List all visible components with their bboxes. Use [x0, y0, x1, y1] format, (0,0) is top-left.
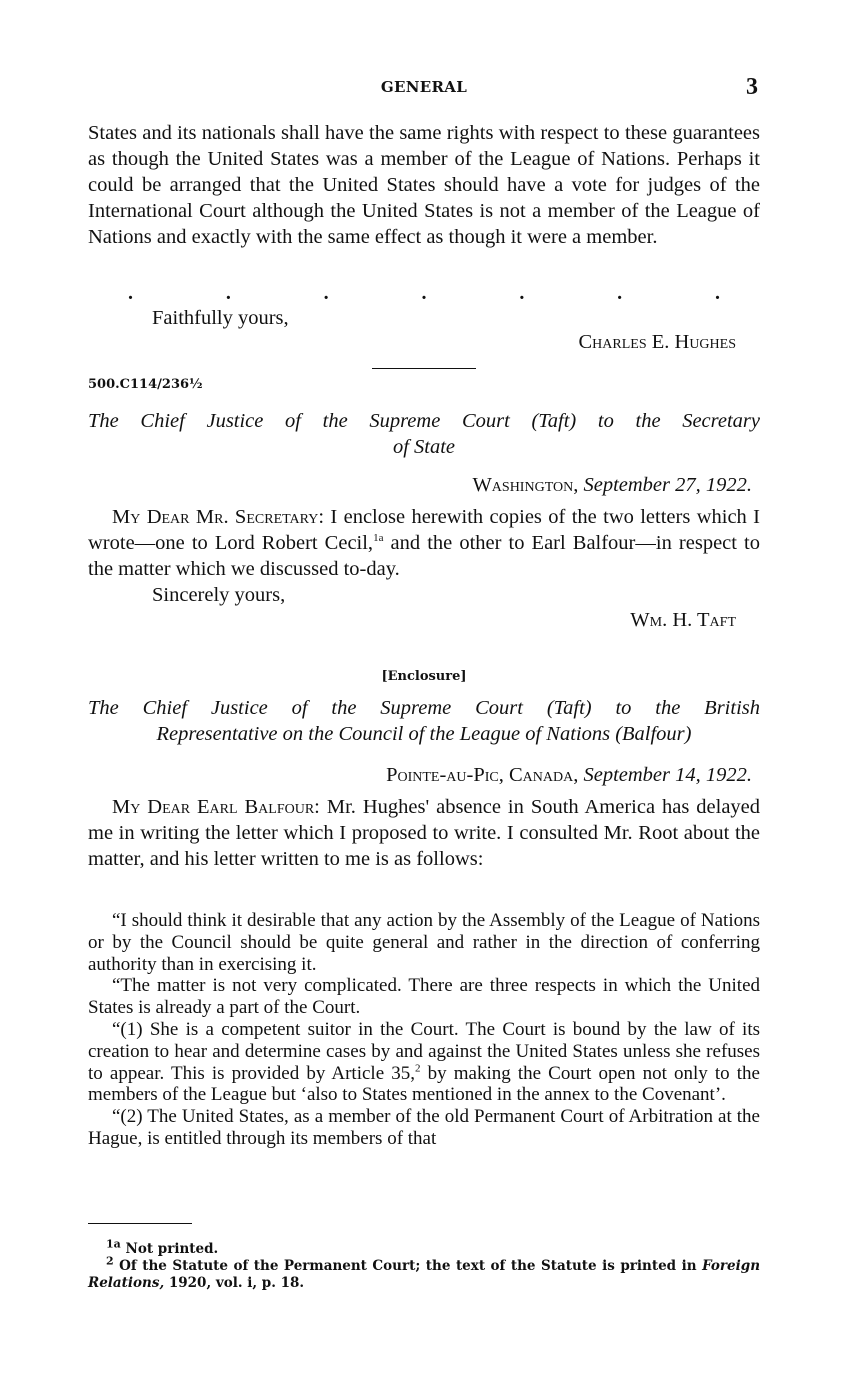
salutation-1: My Dear Mr. Secretary:: [112, 506, 325, 528]
dateline-2-date: September 14, 1922.: [583, 764, 752, 786]
letter-1-body: [88, 504, 760, 582]
running-header: [88, 76, 760, 104]
letter-1-text-b: and the other to Earl Balfour—in respect to the matter which we discussed to-day.: [88, 532, 760, 580]
ellipsis-dot: .: [128, 282, 133, 304]
closing-faithfully: Faithfully yours,: [152, 307, 289, 329]
footnote-divider: [88, 1223, 192, 1224]
section-divider: [372, 368, 476, 369]
root-quotation: [88, 910, 760, 1150]
running-head-title: GENERAL: [380, 78, 468, 96]
footnote-1a-mark: 1a: [106, 1237, 121, 1251]
footnote-2-publication: Foreign Relations,: [88, 1258, 761, 1291]
signature-hughes: Charles E. Hughes: [578, 331, 736, 353]
heading-2-line-1: The Chief Justice of the Supreme Court (Taft) to the British: [88, 697, 760, 719]
ellipsis-row: [88, 282, 760, 304]
quote-paragraph-1: “I should think it desirable that any action by the Assembly of the League of Nations or by the Council should be quite general and rather in the direction of conferring authority than in exercising it.: [88, 910, 760, 975]
continued-paragraph: States and its nationals shall have the same rights with respect to these guarantees as though the United States was a member of the League of Nations. Perhaps it could be arranged that the United States should have a vote for judges of the International Court although the United States is not a member of the League of Nations and exactly with the same effect as though it were a member.: [88, 122, 760, 248]
file-number: 500.C114/236½: [88, 377, 203, 392]
enclosure-label: [Enclosure]: [381, 669, 467, 684]
dateline-1-date: September 27, 1922.: [583, 474, 752, 496]
heading-1-line-1: The Chief Justice of the Supreme Court (Taft) to the Secretary: [88, 410, 760, 432]
dateline-1-place: Washington,: [472, 474, 579, 496]
footnote-1a-text: Not printed.: [120, 1241, 219, 1257]
footnote-2-text: Of the Statute of the Permanent Court; the text of the Statute is printed in: [113, 1258, 697, 1274]
ellipsis-dot: .: [714, 282, 720, 304]
quote-paragraph-4: “(2) The United States, as a member of the old Permanent Court of Arbitration at the Hague, is entitled through its members of that: [88, 1106, 760, 1149]
footnote-1a: [88, 1237, 760, 1258]
footnotes: [88, 1237, 761, 1292]
footnote-2: [88, 1254, 761, 1292]
quote-paragraph-2: “The matter is not very complicated. There are three respects in which the United States is already a part of the Court.: [88, 975, 760, 1019]
closing-sincerely: Sincerely yours,: [152, 584, 286, 606]
dateline-2-place: Pointe-au-Pic, Canada,: [386, 764, 579, 786]
letter-2-body: [88, 794, 760, 872]
quote-3-text-b: by making the Court open not only to the members of the League but ‘also to States mentioned in the annex to the Covenant’.: [88, 1062, 760, 1106]
ellipsis-dot: .: [519, 282, 525, 304]
ellipsis-dot: .: [323, 282, 329, 304]
footnote-ref-1a: 1a: [373, 532, 384, 545]
letter-1-text-a: I enclose herewith copies of the two letters which I wrote—one to Lord Robert Cecil,: [88, 506, 760, 554]
heading-2-line-2: Representative on the Council of the League of Nations (Balfour): [156, 723, 692, 745]
quote-3-text-a: “(1) She is a competent suitor in the Court. The Court is bound by the law of its creation to hear and determine cases by and against the United States unless she refuses to appear. This is provided by Article 35,: [88, 1018, 760, 1084]
signature-taft: Wm. H. Taft: [630, 609, 736, 631]
footnote-2-rest: 1920, vol. i, p. 18.: [164, 1275, 305, 1291]
dateline-2: [386, 762, 752, 788]
ellipsis-dot: .: [421, 282, 427, 304]
dateline-1: [472, 472, 752, 498]
page-number: 3: [746, 74, 758, 100]
heading-1-line-2: of State: [392, 436, 456, 458]
letter-heading-1: [88, 408, 760, 460]
footnote-ref-2: 2: [415, 1062, 421, 1075]
salutation-2: My Dear Earl Balfour:: [112, 796, 320, 818]
letter-heading-2: [88, 695, 760, 747]
ellipsis-dot: .: [225, 282, 231, 304]
footnote-2-mark: 2: [106, 1254, 114, 1268]
ellipsis-dot: .: [617, 282, 623, 304]
letter-2-text: Mr. Hughes' absence in South America has delayed me in writing the letter which I proposed to write. I consulted Mr. Root about the matter, and his letter written to me is as follows:: [88, 796, 761, 870]
quote-paragraph-3: [88, 1019, 760, 1106]
